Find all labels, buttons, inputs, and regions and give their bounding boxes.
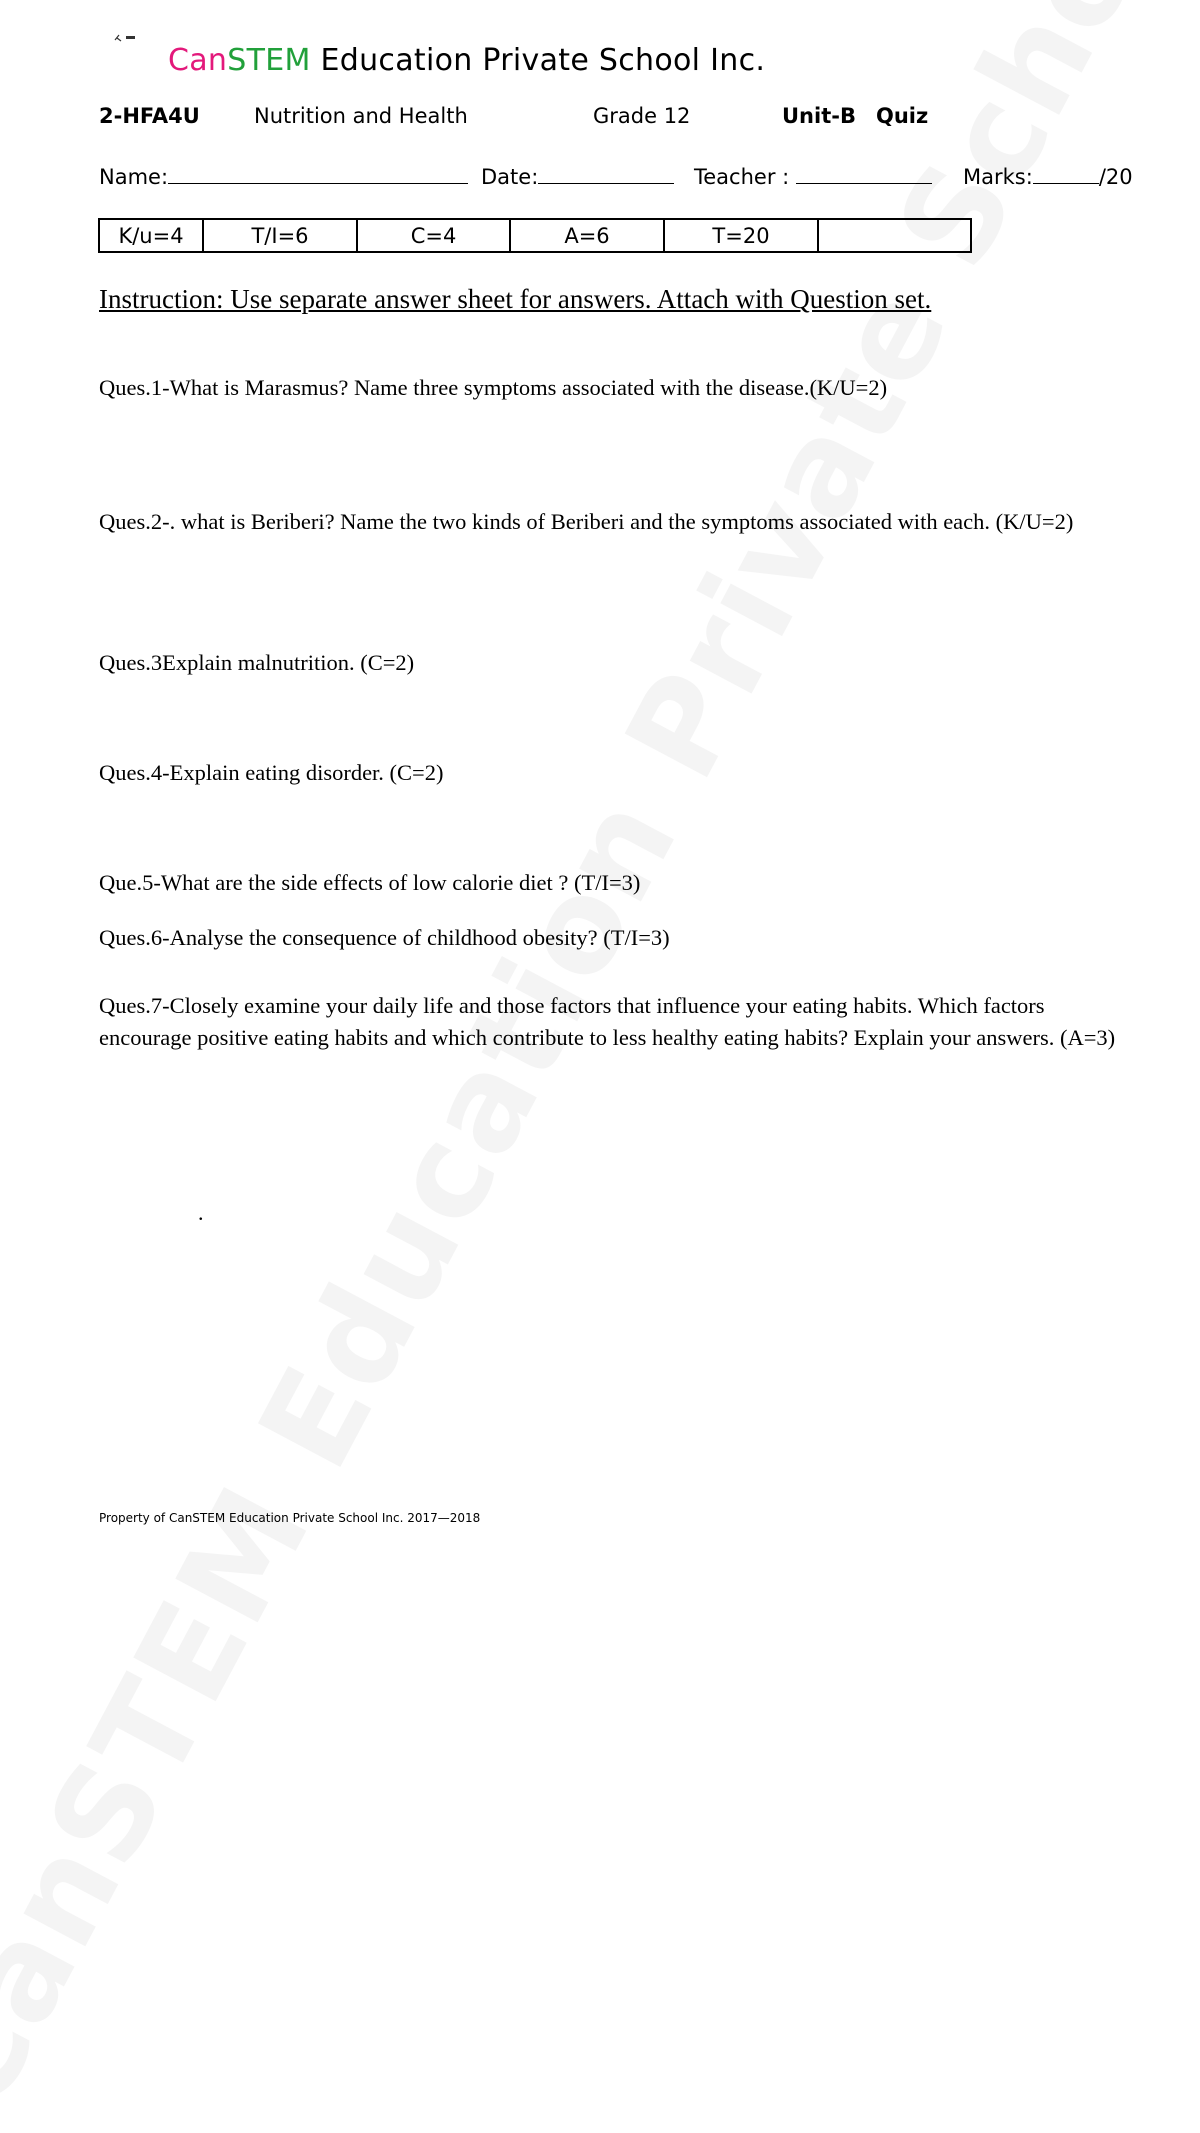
marks-field[interactable] — [963, 163, 1133, 189]
course-name: Nutrition and Health — [254, 104, 468, 128]
school-name-stem: STEM — [227, 43, 311, 78]
name-blank[interactable] — [168, 163, 468, 184]
quiz-label: Quiz — [876, 104, 929, 128]
name-field[interactable] — [99, 163, 468, 189]
school-name-rest: Education Private School Inc. — [310, 43, 766, 78]
teacher-label: Teacher : — [694, 165, 790, 189]
marks-cell-a: A=6 — [510, 219, 664, 252]
question-1: Ques.1-What is Marasmus? Name three symptoms associated with the disease.(K/U=2) — [99, 375, 888, 400]
marks-cell-ti: T/I=6 — [203, 219, 357, 252]
teacher-field[interactable] — [694, 163, 932, 189]
student-info-row — [99, 163, 1149, 191]
question-5: Que.5-What are the side effects of low calorie diet ? (T/I=3) — [99, 870, 641, 895]
stray-dot: . — [198, 1200, 204, 1225]
question-2: Ques.2-. what is Beriberi? Name the two kinds of Beriberi and the symptoms associated with each. (K/U=2) — [99, 509, 1074, 534]
question-4: Ques.4-Explain eating disorder. (C=2) — [99, 760, 444, 785]
marks-total: /20 — [1098, 165, 1133, 189]
unit-label: Unit-B — [782, 104, 856, 128]
teacher-blank[interactable] — [796, 163, 932, 184]
question-7: Ques.7-Closely examine your daily life and those factors that influence your eating habits. Which factors encourage positive eating habits and which contribute to less healthy eating habits? Explain your answers. (A=3) — [99, 993, 1116, 1050]
logo-icon — [113, 33, 137, 43]
name-label: Name: — [99, 165, 169, 189]
marks-cell-total: T=20 — [664, 219, 818, 252]
table-row — [99, 219, 971, 252]
marks-cell-c: C=4 — [357, 219, 510, 252]
footer: Property of CanSTEM Education Private School Inc. 2017—2018 — [99, 1511, 481, 1525]
marks-breakdown-table — [98, 218, 972, 253]
school-name-can: Can — [168, 43, 228, 78]
grade: Grade 12 — [593, 104, 691, 128]
marks-label: Marks: — [963, 165, 1033, 189]
marks-blank[interactable] — [1033, 163, 1099, 184]
marks-cell-blank[interactable] — [818, 219, 971, 252]
question-3: Ques.3Explain malnutrition. (C=2) — [99, 650, 415, 675]
date-blank[interactable] — [538, 163, 674, 184]
date-field[interactable] — [481, 163, 674, 189]
course-code: 2-HFA4U — [99, 104, 200, 128]
date-label: Date: — [481, 165, 539, 189]
marks-cell-ku: K/u=4 — [99, 219, 203, 252]
question-6: Ques.6-Analyse the consequence of childhood obesity? (T/I=3) — [99, 925, 670, 950]
instruction: Instruction: Use separate answer sheet for answers. Attach with Question set. — [99, 284, 932, 314]
school-title — [168, 43, 765, 78]
